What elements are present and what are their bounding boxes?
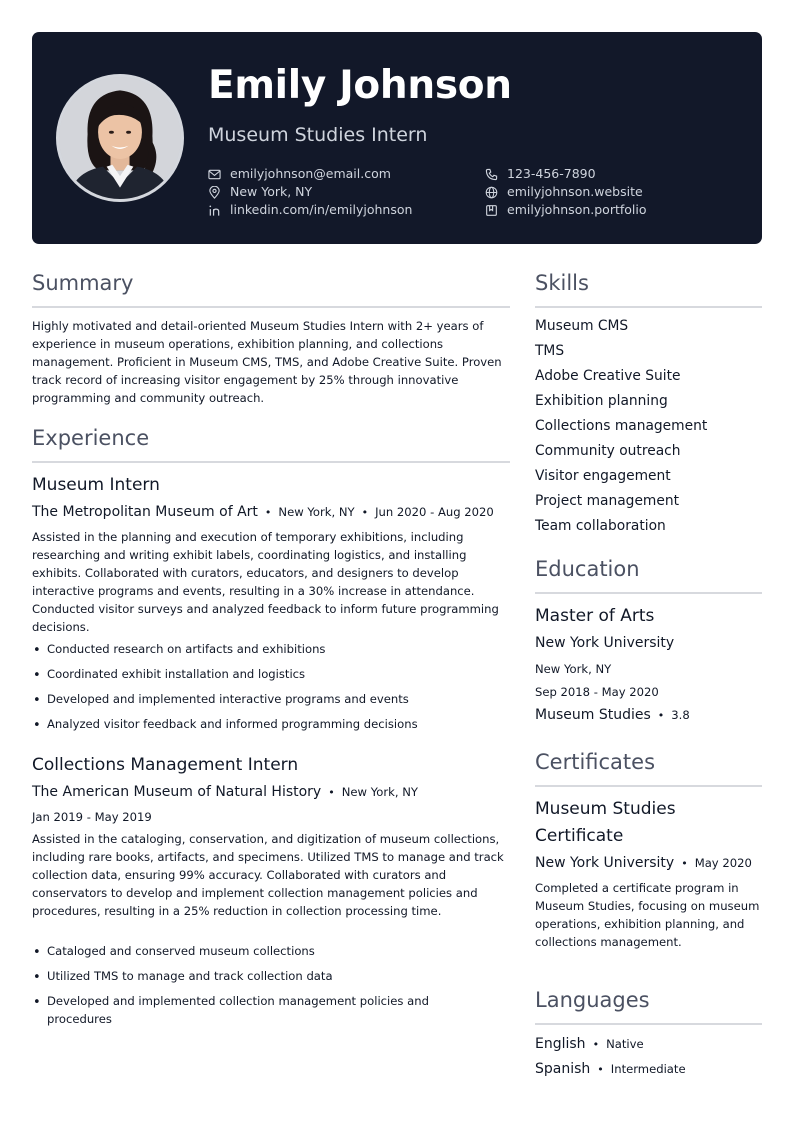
skill-item: Collections management — [535, 418, 708, 434]
education-heading: Education — [535, 557, 640, 581]
language-name: English — [535, 1036, 586, 1052]
job-bullet: • Developed and implemented interactive programs and events — [32, 690, 510, 708]
certificate-issuer-line — [535, 853, 752, 874]
education-field-line — [535, 705, 690, 726]
job-title: Collections Management Intern — [32, 755, 299, 775]
contact-location — [208, 183, 312, 201]
separator-dot: • — [597, 1063, 604, 1076]
skill-item: Community outreach — [535, 443, 681, 459]
linkedin-text: linkedin.com/in/emilyjohnson — [230, 202, 413, 217]
skill-item: Adobe Creative Suite — [535, 368, 681, 384]
certificate-description: Completed a certificate program in Museum Studies, focusing on museum operations, exhibition planning, and collections management. — [535, 881, 760, 949]
job-bullet: • Coordinated exhibit installation and logistics — [32, 665, 510, 683]
separator-dot: • — [681, 857, 688, 870]
languages-heading: Languages — [535, 988, 650, 1012]
languages-divider — [535, 1023, 762, 1025]
contact-linkedin[interactable] — [208, 201, 412, 219]
job-location: New York, NY — [341, 785, 418, 799]
skills-divider — [535, 306, 762, 308]
separator-dot: • — [657, 709, 665, 722]
education-dates: Sep 2018 - May 2020 — [535, 685, 659, 699]
language-item — [535, 1059, 686, 1080]
job-org: The Metropolitan Museum of Art — [32, 504, 258, 520]
separator-dot: • — [328, 786, 335, 799]
job-description: Assisted in the cataloging, conservation, and digitization of museum collections, including rare books, artifacts, and specimens. Utilized TMS to manage and track collection data, ensuring 99% accuracy. Collaborated with curators and conservators to develop and implement collection management policies and procedures, resulting in a 25% reduction in collection processing time. — [32, 832, 504, 918]
skill-item: TMS — [535, 343, 565, 359]
candidate-role: Museum Studies Intern — [208, 124, 428, 146]
skill-item: Museum CMS — [535, 318, 629, 334]
profile-photo — [56, 74, 184, 202]
phone-icon — [485, 168, 498, 181]
separator-dot: • — [361, 506, 369, 519]
skill-item: Visitor engagement — [535, 468, 671, 484]
certificate-name-line2: Certificate — [535, 826, 624, 846]
summary-text: Highly motivated and detail-oriented Museum Studies Intern with 2+ years of experience in museum operations, exhibition planning, and collections management. Proficient in Museum CMS, TMS, and Adobe Creative Suite. Proven track record of increasing visitor engagement by 25% through innovative programming and community outreach. — [32, 319, 502, 405]
education-location: New York, NY — [535, 662, 612, 676]
profile-photo-illustration — [59, 77, 181, 199]
job-location: New York, NY — [278, 505, 355, 519]
language-item — [535, 1034, 644, 1055]
portfolio-text: emilyjohnson.portfolio — [507, 202, 647, 217]
education-divider — [535, 592, 762, 594]
globe-icon — [485, 186, 498, 199]
school: New York University — [535, 635, 675, 651]
candidate-name: Emily Johnson — [208, 63, 512, 108]
job-bullet: • Cataloged and conserved museum collections — [32, 942, 472, 960]
certificates-heading: Certificates — [535, 750, 656, 774]
degree: Master of Arts — [535, 606, 655, 626]
skill-item: Project management — [535, 493, 680, 509]
experience-heading: Experience — [32, 426, 150, 450]
job-title: Museum Intern — [32, 475, 160, 495]
contact-website[interactable] — [485, 183, 643, 201]
summary-heading: Summary — [32, 271, 134, 295]
job-bullet: • Conducted research on artifacts and exhibitions — [32, 640, 510, 658]
job-dates: Jun 2020 - Aug 2020 — [375, 505, 494, 519]
education-field: Museum Studies — [535, 707, 651, 723]
website-text: emilyjohnson.website — [507, 184, 643, 199]
phone-text: 123-456-7890 — [507, 166, 596, 181]
education-gpa: 3.8 — [671, 708, 690, 722]
portfolio-icon — [485, 204, 498, 217]
mail-icon — [208, 168, 221, 181]
job-bullet: • Analyzed visitor feedback and informed programming decisions — [32, 715, 510, 733]
skill-item: Exhibition planning — [535, 393, 668, 409]
job-org-line — [32, 502, 494, 523]
skills-heading: Skills — [535, 271, 589, 295]
experience-divider — [32, 461, 510, 463]
certificate-issuer: New York University — [535, 855, 675, 871]
job-bullet: • Utilized TMS to manage and track collection data — [32, 967, 472, 985]
location-text: New York, NY — [230, 184, 313, 199]
contact-portfolio[interactable] — [485, 201, 647, 219]
resume-header — [32, 32, 762, 244]
location-pin-icon — [208, 186, 221, 199]
job-dates: Jan 2019 - May 2019 — [32, 810, 152, 824]
job-bullet: • Developed and implemented collection management policies and procedures — [32, 992, 472, 1028]
separator-dot: • — [592, 1038, 600, 1051]
language-level: Native — [606, 1037, 644, 1051]
contact-phone[interactable] — [485, 165, 596, 183]
contact-email[interactable] — [208, 165, 391, 183]
language-name: Spanish — [535, 1061, 591, 1077]
summary-divider — [32, 306, 510, 308]
skills-list — [535, 314, 762, 539]
skill-item: Team collaboration — [535, 518, 666, 534]
job-org-line — [32, 782, 418, 803]
email-text: emilyjohnson@email.com — [230, 166, 391, 181]
separator-dot: • — [264, 506, 272, 519]
certificate-name-line1: Museum Studies — [535, 799, 676, 819]
job-bullets — [32, 942, 472, 1035]
job-description: Assisted in the planning and execution of temporary exhibitions, including researching and writing exhibit labels, coordinating logistics, and installing exhibits. Collaborated with curators, educators, and designers to develop interactive programs and events, resulting in a 30% increase in attendance. Conducted visitor surveys and analyzed feedback to inform future programming decisions. — [32, 530, 499, 634]
job-org: The American Museum of Natural History — [32, 784, 322, 800]
job-bullets — [32, 640, 510, 740]
language-level: Intermediate — [610, 1062, 686, 1076]
certificates-divider — [535, 785, 762, 787]
linkedin-icon — [208, 204, 221, 217]
certificate-date: May 2020 — [694, 856, 752, 870]
